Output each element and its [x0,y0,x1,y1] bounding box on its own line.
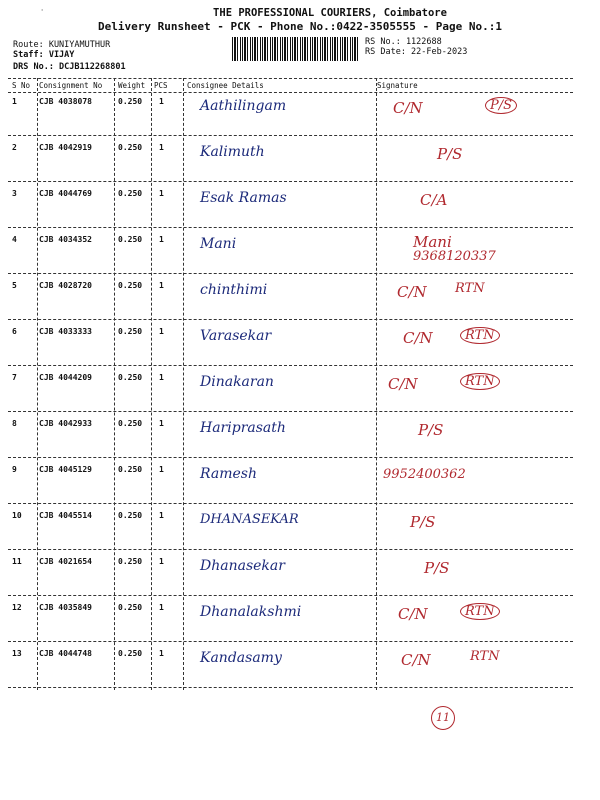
row-rule [8,411,573,412]
row-rule [8,595,573,596]
row-consignment-no: CJB 4021654 [39,557,92,566]
consignee-handwriting: Kalimuth [200,144,265,160]
column-divider [114,78,115,690]
row-sno: 12 [12,603,22,612]
signature-mark: P/S [410,513,436,531]
signature-mark: P/S [418,421,444,439]
row-weight: 0.250 [118,327,143,336]
consignee-handwriting: Aathilingam [200,98,287,114]
signature-mark: C/N [393,99,423,117]
row-sno: 5 [12,281,17,290]
row-consignment-no: CJB 4045129 [39,465,92,474]
row-weight: 0.250 [118,281,143,290]
row-sno: 8 [12,419,17,428]
row-weight: 0.250 [118,419,143,428]
signature-mark: 9952400362 [383,467,466,482]
row-pcs: 1 [159,419,164,428]
signature-mark: P/S [437,145,463,163]
signature-note: RTN [460,327,500,344]
consignee-handwriting: Dhanasekar [200,558,285,574]
row-pcs: 1 [159,327,164,336]
row-sno: 13 [12,649,22,658]
signature-note: RTN [455,281,485,296]
route-label: Route: KUNIYAMUTHUR [13,40,111,50]
runsheet-title: Delivery Runsheet - PCK - Phone No.:0422-3505555 - Page No.:1 [98,20,502,33]
row-consignment-no: CJB 4035849 [39,603,92,612]
signature-note: P/S [485,97,517,114]
signature-note: RTN [460,603,500,620]
row-consignment-no: CJB 4038078 [39,97,92,106]
row-rule [8,181,573,182]
col-weight-header: Weight [118,81,146,90]
row-consignment-no: CJB 4033333 [39,327,92,336]
row-pcs: 1 [159,373,164,382]
page-mark: 11 [431,706,455,730]
signature-mark: C/A [420,191,448,209]
row-weight: 0.250 [118,143,143,152]
row-sno: 3 [12,189,17,198]
row-rule [8,135,573,136]
row-sno: 9 [12,465,17,474]
signature-mark: C/N [401,651,431,669]
row-pcs: 1 [159,281,164,290]
row-weight: 0.250 [118,511,143,520]
row-sno: 10 [12,511,22,520]
row-weight: 0.250 [118,97,143,106]
row-consignment-no: CJB 4042919 [39,143,92,152]
signature-note: RTN [460,373,500,390]
signature-mark: C/N [398,605,428,623]
column-divider [151,78,152,690]
consignee-handwriting: chinthimi [200,282,268,298]
row-rule [8,273,573,274]
consignee-handwriting: Varasekar [200,328,272,344]
column-divider [183,78,184,690]
row-consignment-no: CJB 4044769 [39,189,92,198]
row-pcs: 1 [159,465,164,474]
signature-mark: P/S [424,559,450,577]
row-weight: 0.250 [118,649,143,658]
row-rule [8,457,573,458]
rs-date: RS Date: 22-Feb-2023 [365,47,468,57]
column-divider [37,78,38,690]
col-sno-header: S No [12,81,31,90]
company-title: THE PROFESSIONAL COURIERS, Coimbatore [213,7,447,19]
col-consignment-header: Consignment No [39,81,103,90]
row-rule [8,319,573,320]
row-pcs: 1 [159,143,164,152]
consignee-handwriting: Mani [200,236,237,252]
row-sno: 6 [12,327,17,336]
row-pcs: 1 [159,603,164,612]
row-pcs: 1 [159,511,164,520]
row-consignment-no: CJB 4034352 [39,235,92,244]
row-consignment-no: CJB 4042933 [39,419,92,428]
signature-mark: Mani [413,233,452,251]
consignee-handwriting: Hariprasath [200,420,286,436]
scan-mark: ' [40,8,45,16]
row-weight: 0.250 [118,235,143,244]
drs-number: DRS No.: DCJB112268801 [13,62,126,72]
row-rule [8,641,573,642]
consignee-handwriting: Kandasamy [200,650,282,666]
row-rule [8,365,573,366]
signature-note: 9368120337 [413,249,496,264]
row-consignment-no: CJB 4044209 [39,373,92,382]
row-rule [8,687,573,688]
row-sno: 4 [12,235,17,244]
row-pcs: 1 [159,189,164,198]
row-rule [8,549,573,550]
row-sno: 7 [12,373,17,382]
row-pcs: 1 [159,97,164,106]
row-sno: 11 [12,557,22,566]
barcode [232,37,360,61]
consignee-handwriting: Ramesh [200,466,257,482]
consignee-handwriting: Dinakaran [200,374,274,390]
col-signature-header: Signature [377,81,418,90]
col-pcs-header: PCS [154,81,168,90]
staff-label: Staff: VIJAY [13,50,75,60]
row-weight: 0.250 [118,189,143,198]
row-sno: 2 [12,143,17,152]
column-divider [376,78,377,690]
row-weight: 0.250 [118,465,143,474]
row-pcs: 1 [159,235,164,244]
col-consignee-header: Consignee Details [187,81,264,90]
row-consignment-no: CJB 4028720 [39,281,92,290]
signature-mark: C/N [388,375,418,393]
row-pcs: 1 [159,557,164,566]
row-rule [8,503,573,504]
row-weight: 0.250 [118,557,143,566]
signature-mark: C/N [397,283,427,301]
consignee-handwriting: Dhanalakshmi [200,604,302,620]
signature-mark: C/N [403,329,433,347]
row-weight: 0.250 [118,373,143,382]
header-bottom-rule [8,92,573,93]
row-pcs: 1 [159,649,164,658]
consignee-handwriting: DHANASEKAR [200,512,299,527]
consignee-handwriting: Esak Ramas [200,190,287,206]
row-rule [8,227,573,228]
header-top-rule [8,78,573,79]
row-weight: 0.250 [118,603,143,612]
row-consignment-no: CJB 4044748 [39,649,92,658]
rs-number: RS No.: 1122688 [365,37,442,47]
signature-note: RTN [470,649,500,664]
row-sno: 1 [12,97,17,106]
row-consignment-no: CJB 4045514 [39,511,92,520]
